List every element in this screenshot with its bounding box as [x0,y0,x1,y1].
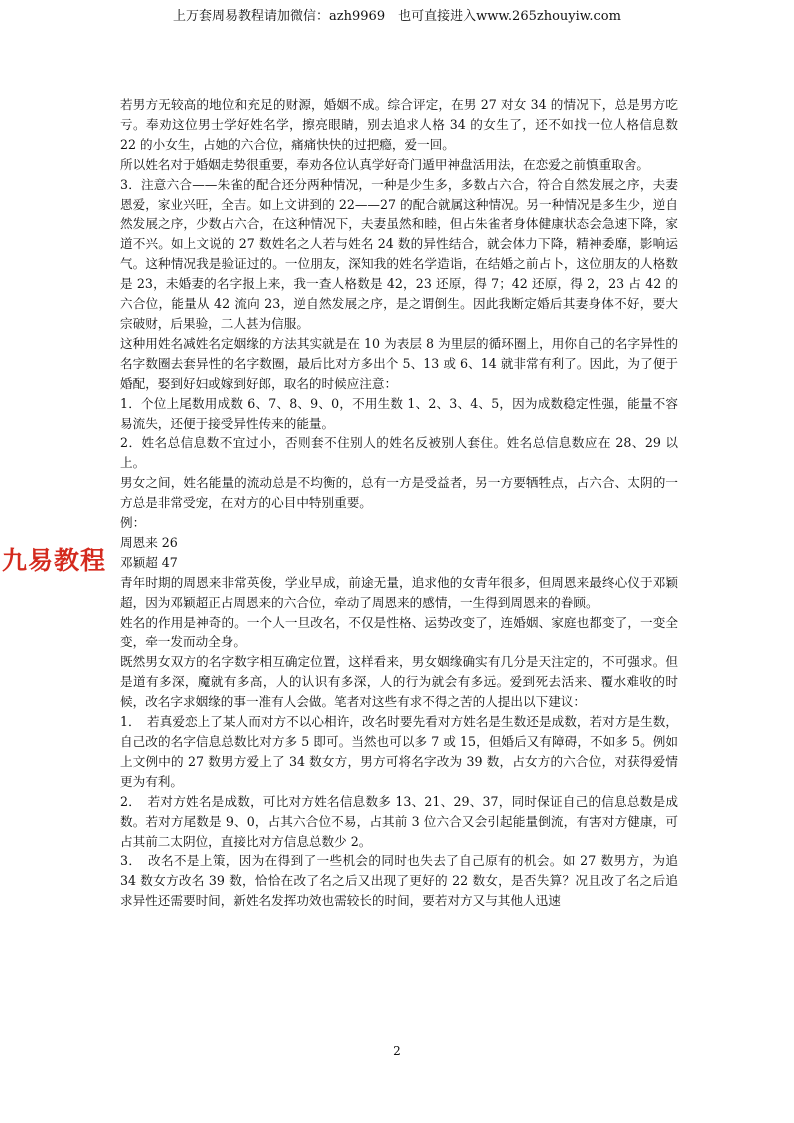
body-paragraph: 1． 若真爱恋上了某人而对方不以心相许，改名时要先看对方姓名是生数还是成数，若对方是生数，自己改的名字信息总数比对方多 5 即可。当然也可以多 7 或 15，但婚后又有障碍，不如多 5。例如上文例中的 27 数男方爱上了 34 数女方，男方可将名字改为 39 数，占女方的六合位，对获得爱情更为有利。 [120,714,678,789]
body-paragraph: 所以姓名对于婚姻走势很重要，奉劝各位认真学好奇门遁甲神盘活用法，在恋爱之前慎重取舍。 [120,156,649,172]
body-paragraph: 若男方无较高的地位和充足的财源，婚姻不成。综合评定，在男 27 对女 34 的情况下，总是男方吃亏。奉劝这位男士学好姓名学，擦亮眼睛，别去追求人格 34 的女生了，还不如找一位人格信息数 22 的小女生，占她的六合位，痛痛快快的过把瘾，爱一回。 [120,97,678,152]
example-heading: 例： [120,515,146,531]
page-header: 上万套周易教程请加微信：azh9969 也可直接进入www.265zhouyiw.com [173,9,621,24]
body-paragraph: 男女之间，姓名能量的流动总是不均衡的，总有一方是受益者，另一方要牺牲点，占六合、太阴的一方总是非常受宠，在对方的心目中特别重要。 [120,475,678,511]
body-paragraph: 这种用姓名减姓名定姻缘的方法其实就是在 10 为表层 8 为里层的循环圈上，用你自己的名字异性的名字数圈去套异性的名字数圈，最后比对方多出个 5、13 或 6、14 就非常有利了。因此，为了便于婚配，娶到好妇或嫁到好郎，取名的时候应注意： [120,335,678,391]
watermark-logo: 九易教程 [2,546,107,575]
page-number: 2 [393,1044,401,1058]
body-paragraph: 青年时期的周恩来非常英俊，学业早成，前途无量，追求他的女青年很多，但周恩来最终心仪于邓颖超，因为邓颖超正占周恩来的六合位，牵动了周恩来的感情，一生得到周恩来的眷顾。 [120,574,678,610]
body-paragraph: 3． 改名不是上策，因为在得到了一些机会的同时也失去了自己原有的机会。如 27 数男方，为追 34 数女方改名 39 数，恰恰在改了名之后又出现了更好的 22 数女，是否失算？况且改了名之后追求异性还需要时间，新姓名发挥功效也需较长的时间，要若对方又与其他人迅速 [120,853,678,909]
body-paragraph: 2． 若对方姓名是成数，可比对方姓名信息数多 13、21、29、37，同时保证自己的信息总数是成数。若对方尾数是 9、0，占其六合位不易，占其前 3 位六合又会引起能量倒流，有害对方健康，可占其前二太阴位，直接比对方信息总数少 2。 [120,793,678,849]
example-name-line: 邓颖超 47 [120,554,178,570]
body-paragraph: 1．个位上尾数用成数 6、7、8、9、0，不用生数 1、2、3、4、5，因为成数稳定性强，能量不容易流失，还便于接受异性传来的能量。 [120,395,678,431]
body-paragraph: 3．注意六合——朱雀的配合还分两种情况，一种是少生多，多数占六合，符合自然发展之序，夫妻恩爱，家业兴旺，全吉。如上文讲到的 22——27 的配合就属这种情况。另一种情况是多生少，逆自然发展之序，少数占六合，在这种情况下，夫妻虽然和睦，但占朱雀者身体健康状态会急速下降，家道不兴。如上文说的 27 数姓名之人若与姓名 24 数的异性结合，就会体力下降，精神委靡，影响运气。这种情况我是验证过的。一位朋友，深知我的姓名学造诣，在结婚之前占卜，这位朋友的人格数是 23，未婚妻的名字报上来，我一查人格数是 42，23 还原，得 7；42 还原，得 2，23 占 42 的六合位，能量从 42 流向 23，逆自然发展之序，是之谓倒生。因此我断定婚后其妻身体不好，要大宗破财，后果验，二人甚为信服。 [120,176,678,331]
example-name-line: 周恩来 26 [120,534,178,550]
body-paragraph: 2．姓名总信息数不宜过小，否则套不住别人的姓名反被别人套住。姓名总信息数应在 28、29 以上。 [120,435,678,471]
body-paragraph: 姓名的作用是神奇的。一个人一旦改名，不仅是性格、运势改变了，连婚姻、家庭也都变了，一变全变，牵一发而动全身。 [120,614,678,650]
document-body [120,95,678,911]
body-paragraph: 既然男女双方的名字数字相互确定位置，这样看来，男女姻缘确实有几分是天注定的，不可强求。但是道有多深，魔就有多高，人的认识有多深，人的行为就会有多远。爱到死去活来、覆水难收的时候，改名字求姻缘的事一准有人会做。笔者对这些有求不得之苦的人提出以下建议： [120,654,678,710]
